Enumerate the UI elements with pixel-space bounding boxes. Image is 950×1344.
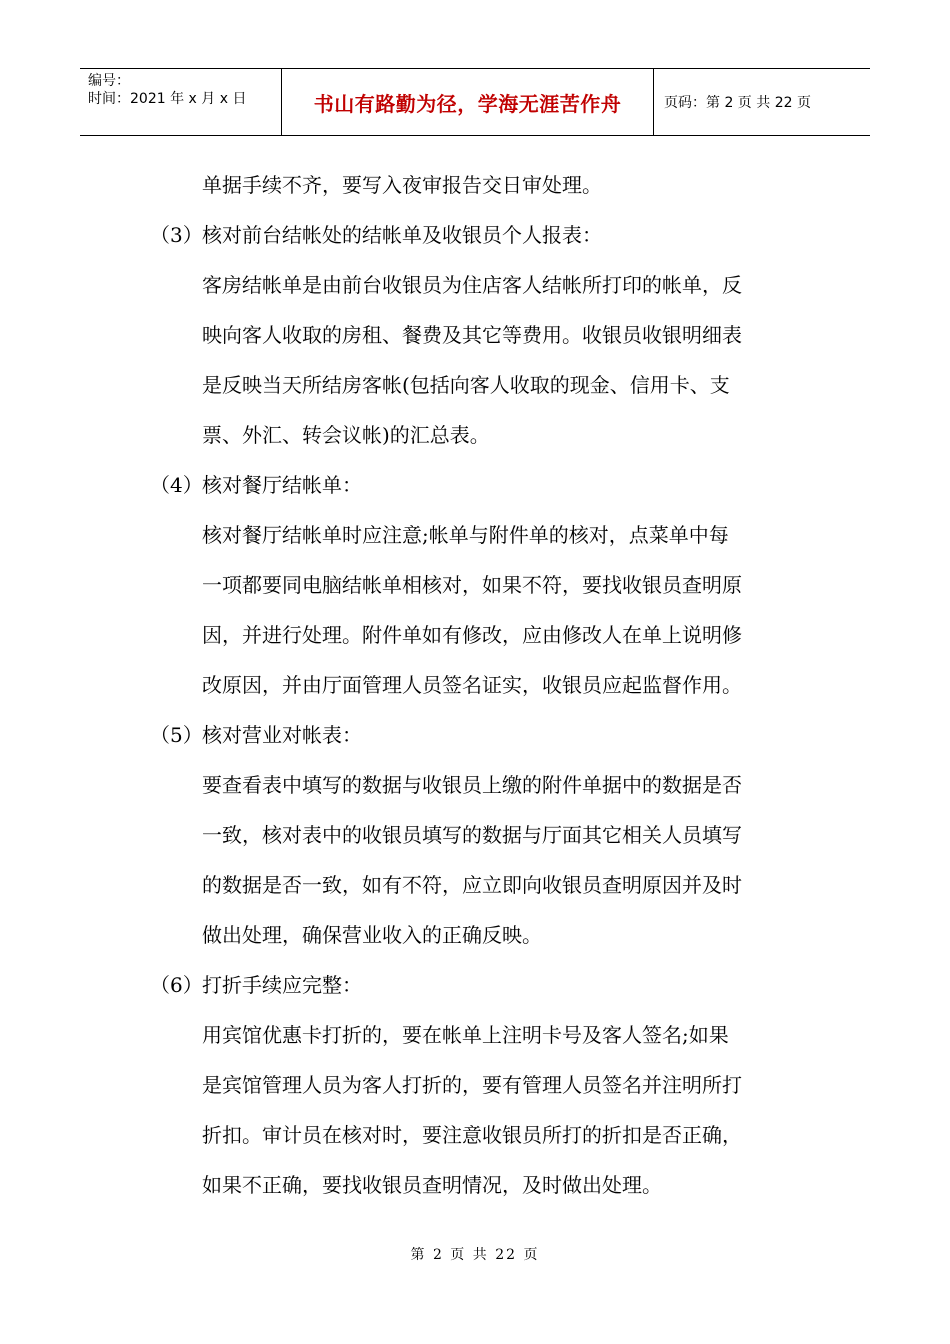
body-line: 改原因，并由厅面管理人员签名证实，收银员应起监督作用。 (202, 673, 742, 697)
section-number: （5） (150, 723, 203, 747)
section-title: 核对营业对帐表： (202, 723, 362, 747)
section-heading-5 (150, 710, 820, 760)
header-meta (80, 69, 282, 135)
section-title: 核对前台结帐处的结帐单及收银员个人报表： (202, 223, 602, 247)
header-motto: 书山有路勤为径，学海无涯苦作舟 (282, 69, 654, 135)
body-line: 单据手续不齐，要写入夜审报告交日审处理。 (202, 173, 602, 197)
body-line: 做出处理，确保营业收入的正确反映。 (202, 923, 542, 947)
section-number: （4） (150, 473, 203, 497)
body-line: 客房结帐单是由前台收银员为住店客人结帐所打印的帐单，反 (202, 273, 742, 297)
document-number-label: 编号： (88, 73, 130, 89)
body-line: 折扣。审计员在核对时，要注意收银员所打的折扣是否正确， (202, 1123, 742, 1147)
body-line: 票、外汇、转会议帐)的汇总表。 (202, 423, 490, 447)
header-table (80, 68, 870, 136)
document-date: 时间：2021 年 x 月 x 日 (88, 91, 247, 107)
header-page-info: 页码：第 2 页 共 22 页 (664, 95, 811, 111)
body-line: 一致，核对表中的收银员填写的数据与厅面其它相关人员填写 (202, 823, 742, 847)
body-line: 一项都要同电脑结帐单相核对，如果不符，要找收银员查明原 (202, 573, 742, 597)
section-heading-3 (150, 210, 820, 260)
body-line: 核对餐厅结帐单时应注意;帐单与附件单的核对，点菜单中每 (202, 523, 729, 547)
section-title: 打折手续应完整： (202, 973, 362, 997)
body-line: 映向客人收取的房租、餐费及其它等费用。收银员收银明细表 (202, 323, 742, 347)
body-line: 是反映当天所结房客帐(包括向客人收取的现金、信用卡、支 (202, 373, 730, 397)
section-heading-6 (150, 960, 820, 1010)
body-line: 因，并进行处理。附件单如有修改，应由修改人在单上说明修 (202, 623, 742, 647)
body-line: 的数据是否一致，如有不符，应立即向收银员查明原因并及时 (202, 873, 742, 897)
section-number: （3） (150, 223, 203, 247)
section-number: （6） (150, 973, 203, 997)
body-line: 如果不正确，要找收银员查明情况，及时做出处理。 (202, 1173, 662, 1197)
body-line: 是宾馆管理人员为客人打折的，要有管理人员签名并注明所打 (202, 1073, 742, 1097)
body-line: 要查看表中填写的数据与收银员上缴的附件单据中的数据是否 (202, 773, 742, 797)
page-footer: 第 2 页 共 22 页 (410, 1247, 540, 1263)
body-line: 用宾馆优惠卡打折的，要在帐单上注明卡号及客人签名;如果 (202, 1023, 729, 1047)
document-body (150, 160, 820, 1210)
section-title: 核对餐厅结帐单： (202, 473, 362, 497)
section-heading-4 (150, 460, 820, 510)
